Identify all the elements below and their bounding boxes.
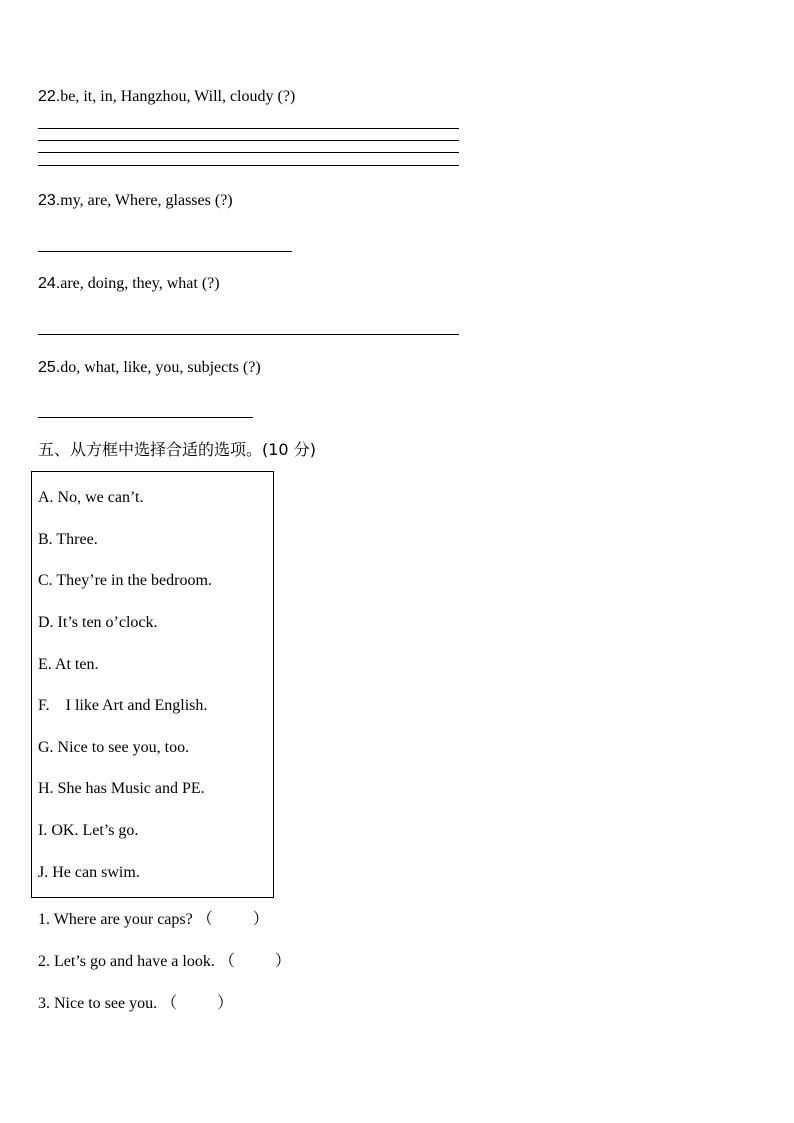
match-question-3 — [38, 994, 233, 1014]
match-question-2 — [38, 952, 291, 972]
answer-line[interactable] — [38, 152, 459, 153]
question-words: be, it, in, Hangzhou, Will, cloudy (?) — [60, 88, 296, 105]
option-i: I. OK. Let’s go. — [38, 822, 139, 839]
option-g: G. Nice to see you, too. — [38, 739, 190, 756]
question-24 — [38, 274, 220, 294]
option-c: C. They’re in the bedroom. — [38, 572, 212, 589]
question-23 — [38, 191, 233, 211]
match-question-1 — [38, 910, 269, 930]
question-22 — [38, 87, 295, 107]
option-h: H. She has Music and PE. — [38, 780, 205, 797]
answer-line[interactable] — [38, 140, 459, 141]
answer-line[interactable] — [38, 165, 459, 166]
question-number: 23. — [38, 192, 61, 209]
option-f: F. I like Art and English. — [38, 697, 208, 714]
answer-line[interactable] — [38, 334, 459, 335]
answer-line[interactable] — [38, 251, 292, 252]
question-words: do, what, like, you, subjects (?) — [60, 359, 261, 376]
section-heading: 五、从方框中选择合适的选项。(10 分) — [38, 440, 316, 459]
option-d: D. It’s ten o’clock. — [38, 614, 158, 631]
question-number: 25. — [38, 359, 61, 376]
question-25 — [38, 358, 261, 378]
question-number: 24. — [38, 275, 61, 292]
match-question-text: 3. Nice to see you. — [38, 995, 158, 1012]
match-question-text: 2. Let’s go and have a look. — [38, 953, 215, 970]
question-words: are, doing, they, what (?) — [60, 275, 220, 292]
match-question-text: 1. Where are your caps? — [38, 911, 193, 928]
question-words: my, are, Where, glasses (?) — [60, 192, 233, 209]
option-b: B. Three. — [38, 531, 98, 548]
answer-line[interactable] — [38, 417, 253, 418]
answer-blank[interactable]: （ ） — [218, 953, 291, 970]
answer-blank[interactable]: （ ） — [196, 911, 269, 928]
option-j: J. He can swim. — [38, 864, 140, 881]
answer-line[interactable] — [38, 128, 459, 129]
answer-blank[interactable]: （ ） — [161, 995, 234, 1012]
option-a: A. No, we can’t. — [38, 489, 144, 506]
option-e: E. At ten. — [38, 656, 99, 673]
question-number: 22. — [38, 88, 61, 105]
